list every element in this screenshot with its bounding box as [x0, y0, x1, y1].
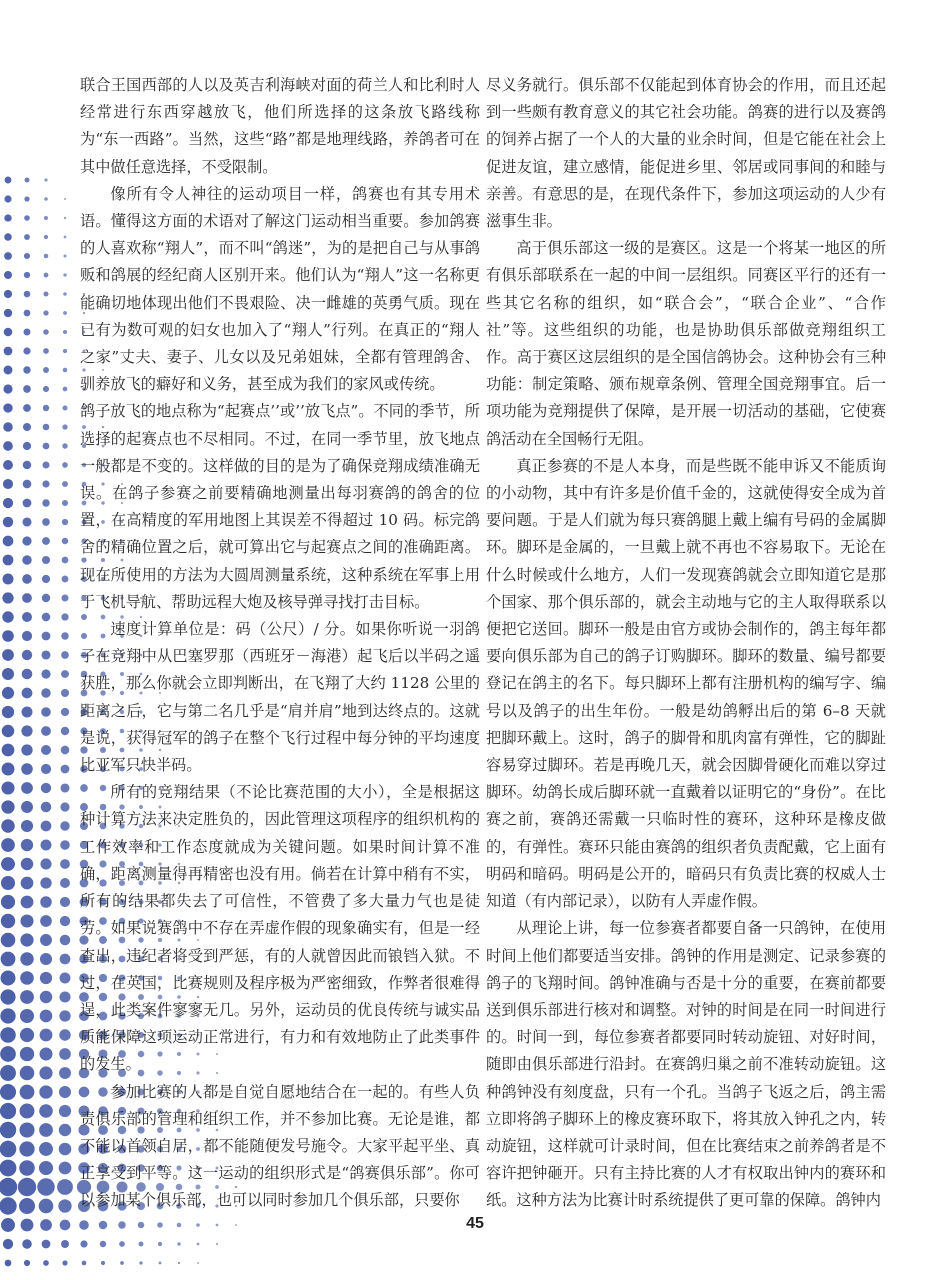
halftone-dot — [22, 688, 33, 699]
halftone-dot — [60, 916, 70, 926]
halftone-dot — [59, 1067, 71, 1079]
halftone-dot — [23, 385, 31, 393]
halftone-dot — [20, 1085, 35, 1100]
halftone-dot — [1, 781, 14, 794]
halftone-dot — [64, 198, 66, 200]
halftone-dot — [23, 328, 30, 335]
page-number: 45 — [466, 1215, 484, 1232]
paragraph: 联合王国西部的人以及英吉利海峡对面的荷兰人和比利时人经常进行东西穿越放飞，他们所选择的这条放飞路线称为“东一西路”。当然，这些“路”都是地理线路，养鸽者可在其中做任意选择，不受限制。 — [80, 76, 480, 176]
halftone-dot — [61, 1240, 69, 1248]
halftone-dot — [22, 593, 32, 603]
halftone-dot — [62, 1260, 67, 1265]
halftone-dot — [61, 613, 68, 620]
halftone-dot — [62, 462, 68, 468]
halftone-dot — [61, 746, 70, 755]
halftone-dot — [60, 821, 69, 830]
halftone-dot — [24, 215, 30, 221]
halftone-dot — [59, 1010, 70, 1021]
halftone-dot — [21, 858, 33, 870]
halftone-dot — [44, 197, 48, 201]
halftone-dot — [1, 819, 14, 832]
halftone-dot — [5, 1260, 12, 1267]
halftone-dot — [21, 763, 33, 775]
halftone-dot — [22, 631, 32, 641]
halftone-dot — [43, 348, 49, 354]
halftone-dot — [39, 1161, 53, 1175]
halftone-dot — [43, 367, 49, 373]
halftone-dot — [40, 991, 52, 1003]
halftone-dot — [63, 349, 67, 353]
halftone-dot — [20, 1028, 34, 1042]
halftone-dot — [3, 460, 13, 470]
halftone-dot — [59, 1086, 71, 1098]
halftone-dot — [42, 613, 51, 622]
halftone-dot — [3, 517, 13, 527]
halftone-dot — [44, 273, 49, 278]
halftone-dot — [60, 973, 71, 984]
halftone-dot — [24, 196, 29, 201]
halftone-dot — [62, 557, 69, 564]
halftone-dot — [4, 214, 11, 221]
halftone-dot — [21, 820, 33, 832]
halftone-dot — [4, 366, 13, 375]
halftone-dot — [4, 252, 12, 260]
halftone-dot — [39, 1142, 53, 1156]
halftone-dot — [41, 669, 50, 678]
left-text-column — [80, 72, 480, 1212]
halftone-dot — [62, 424, 67, 429]
halftone-dot — [101, 1261, 105, 1265]
halftone-dot — [44, 254, 49, 259]
halftone-dot — [1, 857, 15, 871]
halftone-dot — [21, 839, 33, 851]
halftone-dot — [0, 1103, 16, 1119]
halftone-dot — [22, 574, 32, 584]
halftone-dot — [1, 952, 16, 967]
halftone-dot — [62, 576, 69, 583]
halftone-dot — [2, 687, 14, 699]
halftone-dot — [24, 234, 30, 240]
halftone-dot — [3, 441, 13, 451]
halftone-dot — [39, 1066, 52, 1079]
halftone-dot — [60, 840, 70, 850]
halftone-dot — [62, 443, 67, 448]
halftone-dot — [4, 347, 13, 356]
halftone-dot — [4, 271, 12, 279]
halftone-dot — [60, 859, 70, 869]
halftone-dot — [3, 498, 13, 508]
halftone-dot — [42, 594, 50, 602]
halftone-dot — [197, 1243, 200, 1246]
halftone-dot — [2, 668, 14, 680]
halftone-dot — [42, 537, 50, 545]
halftone-dot — [20, 933, 33, 946]
halftone-dot — [4, 309, 12, 317]
halftone-dot — [0, 1141, 16, 1158]
paragraph: 高于俱乐部这一级的是赛区。这是一个将某一地区的所有俱乐部联系在一起的中间一层组织。同赛区平行的还有一些其它名称的组织，如“联合会”，“联合企业”、“合作社”等。这些组织的功能，也是协助俱乐部做竞翔组织工作。高于赛区这层组织的是全国信鸽协会。这种协会有三种功能：制定策略、颁布规章条例、管理全国竞翔事宜。后一项功能为竞翔提供了保障，是开展一切活动的基础，它使赛鸽活动在全国畅行无阻。 — [486, 239, 886, 448]
halftone-dot — [0, 1084, 16, 1100]
halftone-dot — [1, 933, 16, 948]
halftone-dot — [60, 802, 69, 811]
halftone-dot — [37, 1178, 54, 1195]
halftone-dot — [59, 1048, 71, 1060]
halftone-dot — [41, 726, 51, 736]
halftone-dot — [41, 783, 51, 793]
paragraph: 真正参赛的不是人本身，而是些既不能申诉又不能质询的小动物，其中有许多是价值千金的，这就使得安全成为首要问题。于是人们就为每只赛鸽腿上戴上编有号码的金属脚环。脚环是金属的，一旦戴上就不再也不容易取下。无论在什么时候或什么地方，人们一发现赛鸽就会立即知道它是那个国家、那个俱乐部的，就会主动地与它的主人取得联系以便把它送回。脚环一般是由官方或协会制作的，鸽主每年都要向俱乐部为自己的鸽子订购脚环。脚环的数量、编号都要登记在鸽主的名下。每只脚环上都有注册机构的编写字、编号以及鸽子的出生年份。一般是幼鸽孵出后的第 6–8 天就把脚环戴上。这时，鸽子的脚骨和肌肉富有弹性，它的脚趾容易穿过脚环。若是再晚几天，就会因脚骨硬化而难以穿过脚环。幼鸽长成后脚环就一直戴着以证明它的“身份”。在比赛之前，赛鸽还需戴一只临时性的赛环，这种环是橡皮做的，有弹性。赛环只能由赛鸽的组织者负责配戴，它上面有明码和暗码。明码是公开的，暗码只有负责比赛的权威人士知道（有内部记录），以防有人弄虚作假。 — [486, 456, 886, 911]
halftone-dot — [23, 499, 32, 508]
halftone-dot — [41, 802, 52, 813]
halftone-dot — [21, 744, 32, 755]
halftone-dot — [0, 1008, 15, 1023]
halftone-dot — [43, 310, 48, 315]
halftone-dot — [63, 330, 67, 334]
halftone-dot — [158, 1242, 162, 1246]
halftone-dot — [21, 877, 34, 890]
halftone-dot — [64, 217, 66, 219]
halftone-dot — [1, 914, 15, 928]
halftone-dot — [22, 1239, 32, 1249]
halftone-dot — [59, 1029, 70, 1040]
halftone-dot — [20, 914, 33, 927]
halftone-dot — [3, 384, 12, 393]
halftone-dot — [43, 329, 49, 335]
halftone-dot — [20, 990, 34, 1004]
halftone-dot — [60, 897, 70, 907]
halftone-dot — [4, 328, 13, 337]
halftone-dot — [22, 517, 31, 526]
halftone-dot — [41, 745, 51, 755]
halftone-dot — [42, 461, 49, 468]
paragraph: 速度计算单位是：码（公尺）/ 分。如果你听说一羽鸽子在竞翔中从巴塞罗那（西班牙－海港）起飞后以半码之遥获胜，那么你就会立即判断出，在飞翔了大约 1128 公里的距离之后，它与第二名几乎是“肩并肩”地到达终点的。这就是说，获得冠军的鸽子在整个飞行过程中每分钟的平均速度比亚军只快半码。 — [80, 620, 480, 775]
halftone-dot — [3, 555, 14, 566]
halftone-dot — [39, 1104, 53, 1118]
halftone-dot — [57, 1179, 73, 1195]
halftone-dot — [41, 821, 52, 832]
halftone-dot — [4, 195, 11, 202]
halftone-dot — [43, 1260, 49, 1266]
halftone-dot — [18, 1178, 36, 1196]
halftone-dot — [63, 387, 68, 392]
halftone-dot — [0, 989, 15, 1004]
halftone-dot — [1, 895, 15, 909]
halftone-dot — [61, 727, 69, 735]
halftone-dot — [24, 310, 31, 317]
halftone-dot — [61, 670, 69, 678]
halftone-dot — [139, 1242, 144, 1247]
halftone-dot — [23, 442, 31, 450]
halftone-dot — [197, 1262, 199, 1264]
halftone-dot — [63, 368, 68, 373]
halftone-dot — [23, 404, 31, 412]
halftone-dot — [20, 1104, 35, 1119]
halftone-dot — [39, 1123, 53, 1137]
halftone-dot — [59, 1124, 71, 1136]
halftone-dot — [42, 518, 50, 526]
halftone-dot — [2, 706, 14, 718]
halftone-dot — [2, 573, 13, 584]
halftone-dot — [22, 707, 33, 718]
halftone-dot — [4, 290, 12, 298]
halftone-dot — [3, 536, 14, 547]
halftone-dot — [20, 1066, 35, 1081]
halftone-dot — [2, 630, 14, 642]
halftone-dot — [42, 556, 50, 564]
halftone-dot — [22, 650, 32, 660]
halftone-dot — [61, 765, 70, 774]
halftone-dot — [62, 500, 68, 506]
halftone-dot — [0, 1046, 16, 1062]
halftone-dot — [62, 538, 68, 544]
halftone-dot — [41, 840, 52, 851]
halftone-dot — [24, 1260, 30, 1266]
halftone-dot — [1, 838, 15, 852]
halftone-dot — [19, 1160, 34, 1175]
halftone-dot — [59, 1143, 72, 1156]
halftone-dot — [25, 178, 30, 183]
halftone-dot — [3, 422, 13, 432]
halftone-dot — [23, 461, 31, 469]
halftone-dot — [39, 1047, 52, 1060]
halftone-dot — [62, 519, 68, 525]
halftone-dot — [41, 688, 50, 697]
halftone-dot — [43, 424, 50, 431]
halftone-dot — [40, 877, 51, 888]
halftone-dot — [22, 555, 31, 564]
halftone-dot — [3, 479, 13, 489]
halftone-dot — [42, 1240, 51, 1249]
halftone-dot — [139, 1261, 142, 1264]
halftone-dot — [22, 669, 33, 680]
halftone-dot — [40, 1010, 53, 1023]
halftone-dot — [61, 632, 68, 639]
halftone-dot — [19, 1122, 34, 1137]
halftone-dot — [20, 971, 34, 985]
halftone-dot — [1, 971, 16, 986]
halftone-dot — [21, 896, 34, 909]
halftone-dot — [24, 253, 30, 259]
halftone-dot — [42, 499, 49, 506]
halftone-dot — [1, 800, 14, 813]
halftone-dot — [41, 650, 50, 659]
halftone-dot — [39, 1199, 54, 1214]
halftone-dot — [61, 594, 68, 601]
halftone-dot — [40, 1029, 53, 1042]
halftone-dot — [44, 216, 48, 220]
halftone-dot — [0, 1065, 16, 1081]
halftone-dot — [40, 953, 52, 965]
halftone-dot — [0, 1197, 17, 1214]
halftone-dot — [2, 611, 13, 622]
halftone-dot — [23, 480, 32, 489]
halftone-dot — [61, 651, 69, 659]
halftone-dot — [19, 1198, 35, 1214]
halftone-dot — [64, 236, 67, 239]
halftone-dot — [44, 235, 48, 239]
halftone-dot — [43, 386, 49, 392]
halftone-dot — [22, 536, 31, 545]
halftone-dot — [21, 801, 33, 813]
halftone-dot — [5, 177, 12, 184]
halftone-dot — [41, 707, 51, 717]
halftone-dot — [0, 1027, 16, 1043]
halftone-dot — [42, 480, 49, 487]
halftone-dot — [4, 233, 12, 241]
halftone-dot — [177, 1242, 180, 1245]
halftone-dot — [2, 649, 14, 661]
halftone-dot — [40, 858, 51, 869]
halftone-dot — [19, 1141, 34, 1156]
halftone-dot — [82, 1261, 87, 1266]
halftone-dot — [63, 311, 67, 315]
halftone-dot — [60, 935, 71, 946]
halftone-dot — [2, 592, 13, 603]
halftone-dot — [3, 403, 12, 412]
halftone-dot — [63, 254, 66, 257]
halftone-dot — [23, 423, 31, 431]
halftone-dot — [40, 915, 52, 927]
halftone-dot — [43, 405, 49, 411]
halftone-dot — [23, 366, 30, 373]
halftone-dot — [3, 1239, 13, 1249]
halftone-dot — [61, 689, 69, 697]
paragraph: 参加比赛的人都是自觉自愿地结合在一起的。有些人负责俱乐部的管理和组织工作，并不参加比赛。无论是谁，都不能以首领自居，都不能随便发号施令。大家平起平坐、真正享受到平等。这一运动的组织形式是“鸽赛俱乐部”。你可以参加某个俱乐部，也可以同时参加几个俱乐部，只要你 — [80, 1082, 480, 1210]
halftone-dot — [21, 782, 33, 794]
halftone-dot — [59, 1162, 72, 1175]
halftone-dot — [62, 481, 68, 487]
halftone-dot — [0, 1122, 16, 1138]
halftone-dot — [20, 1009, 34, 1023]
halftone-dot — [40, 896, 52, 908]
halftone-dot — [42, 575, 50, 583]
halftone-dot — [63, 292, 67, 296]
halftone-dot — [41, 764, 51, 774]
halftone-dot — [0, 1178, 17, 1196]
halftone-dot — [60, 954, 71, 965]
halftone-dot — [61, 708, 69, 716]
paragraph: 尽义务就行。俱乐部不仅能起到体育协会的作用，而且还起到一些颇有教育意义的其它社会功能。鸽赛的进行以及赛鸽的饲养占据了一个人的大量的业余时间，但是它能在社会上促进友谊，建立感情，能促进乡里、邻居或同事间的和睦与亲善。有意思的是，在现代条件下，参加这项运动的人少有滋事生非。 — [486, 76, 886, 231]
halftone-dot — [2, 725, 15, 738]
halftone-dot — [21, 725, 32, 736]
halftone-dot — [43, 443, 50, 450]
halftone-dot — [120, 1261, 124, 1265]
right-text-column — [486, 72, 886, 1212]
halftone-dot — [24, 272, 30, 278]
paragraph: 从理论上讲，每一位参赛者都要自备一只鸽钟，在使用时间上他们都要适当安排。鸽钟的作用是测定、记录参赛的鸽子的飞翔时间。鸽钟准确与否是十分的重要，在赛前都要送到俱乐部进行核对和调整。对钟的时间是在同一时间进行的。时间一到，每位参赛者都要同时转动旋钮、对好时间，随即由俱乐部进行沿封。在赛鸽归巢之前不准转动旋钮。这种鸽钟没有刻度盘，只有一个孔。当鸽子飞返之后，鸽主需立即将鸽子脚环上的橡皮赛环取下，将其放入钟孔之内，转动旋钮，这样就可计录时间，但在比赛结束之前养鸽者是不容许把钟砸开。只有主持比赛的人才有权取出钟内的赛环和纸。这种方法为比赛计时系统提供了更可靠的保障。鸽钟内 — [486, 919, 886, 1210]
halftone-dot — [24, 291, 31, 298]
halftone-dot — [80, 1240, 87, 1247]
halftone-dot — [1, 876, 15, 890]
halftone-dot — [20, 1047, 34, 1061]
paragraph: 鸽子放飞的地点称为“起赛点’’或’’放飞点”。不同的季节，所选择的起赛点也不尽相同。不过，在同一季节里，放飞地点一般都是不变的。这样做的目的是为了确保竞翔成绩准确无误。在鸽子参赛之前要精确地测量出每羽赛鸽的鸽舍的位置，在高精度的军用地图上其误差不得超过 10 码。标完鸽舍的精确位置之后，就可算出它与起赛点之间的准确距离。现在所使用的方法为大圆周测量系统，这种系统在军事上用于飞机导航、帮助远程大炮及核导弹寻找打击目标。 — [80, 402, 480, 611]
halftone-dot — [119, 1241, 125, 1247]
halftone-dot — [63, 273, 66, 276]
halftone-dot — [59, 1105, 71, 1117]
halftone-dot — [2, 744, 15, 757]
halftone-dot — [60, 878, 70, 888]
halftone-dot — [40, 934, 52, 946]
halftone-dot — [22, 612, 32, 622]
halftone-dot — [178, 1262, 180, 1264]
halftone-dot — [42, 632, 51, 641]
paragraph: 所有的竞翔结果（不论比赛范围的大小），全是根据这种计算方法来决定胜负的，因此管理这项程序的组织机构的工作效率和工作态度就成为关键问题。如果时间计算不准确，距离测量得再精密也没有用。倘若在计算中稍有不实，所有的结果都失去了可信性，不管费了多大量力气也是徒劳。如果说赛鸽中不存在弄虚作假的现象确实有，但是一经查出，违纪者将受到严惩，有的人就曾因此而锒铛入狱。不过，在英国，比赛规则及程序极为严密细致，作弊者很难得逞，此类案件寥寥无几。另外，运动员的优良传统与诚实品质能保障这项运动正常进行，有力和有效地防止了此类事件的发生。 — [80, 783, 480, 1074]
halftone-dot — [44, 178, 47, 181]
halftone-dot — [159, 1262, 162, 1265]
halftone-dot — [20, 952, 33, 965]
halftone-dot — [39, 1085, 52, 1098]
halftone-dot — [23, 347, 30, 354]
halftone-dot — [58, 1199, 71, 1212]
halftone-dot — [2, 763, 15, 776]
halftone-dot — [100, 1241, 106, 1247]
halftone-dot — [43, 291, 48, 296]
halftone-dot — [40, 972, 52, 984]
halftone-dot — [59, 991, 70, 1002]
paragraph: 像所有令人神往的运动项目一样，鸽赛也有其专用术语。懂得这方面的术语对了解这门运动相当重要。参加鸽赛的人喜欢称“翔人”，而不叫“鸽迷”，为的是把自己与从事鸽贩和鸽展的经纪商人区别开来。他们认为“翔人”这一名称更能确切地体现出他们不畏艰险、决一雌雄的英勇气质。现在已有为数可观的妇女也加入了“翔人”行列。在真正的“翔人之家”丈夫、妻子、儿女以及兄弟姐妹，全都有管理鸽舍、驯养放飞的癖好和义务，甚至成为我们的家风或传统。 — [80, 184, 480, 394]
halftone-dot — [60, 783, 69, 792]
halftone-dot — [216, 1243, 218, 1245]
halftone-dot — [63, 406, 68, 411]
halftone-dot — [0, 1160, 16, 1177]
